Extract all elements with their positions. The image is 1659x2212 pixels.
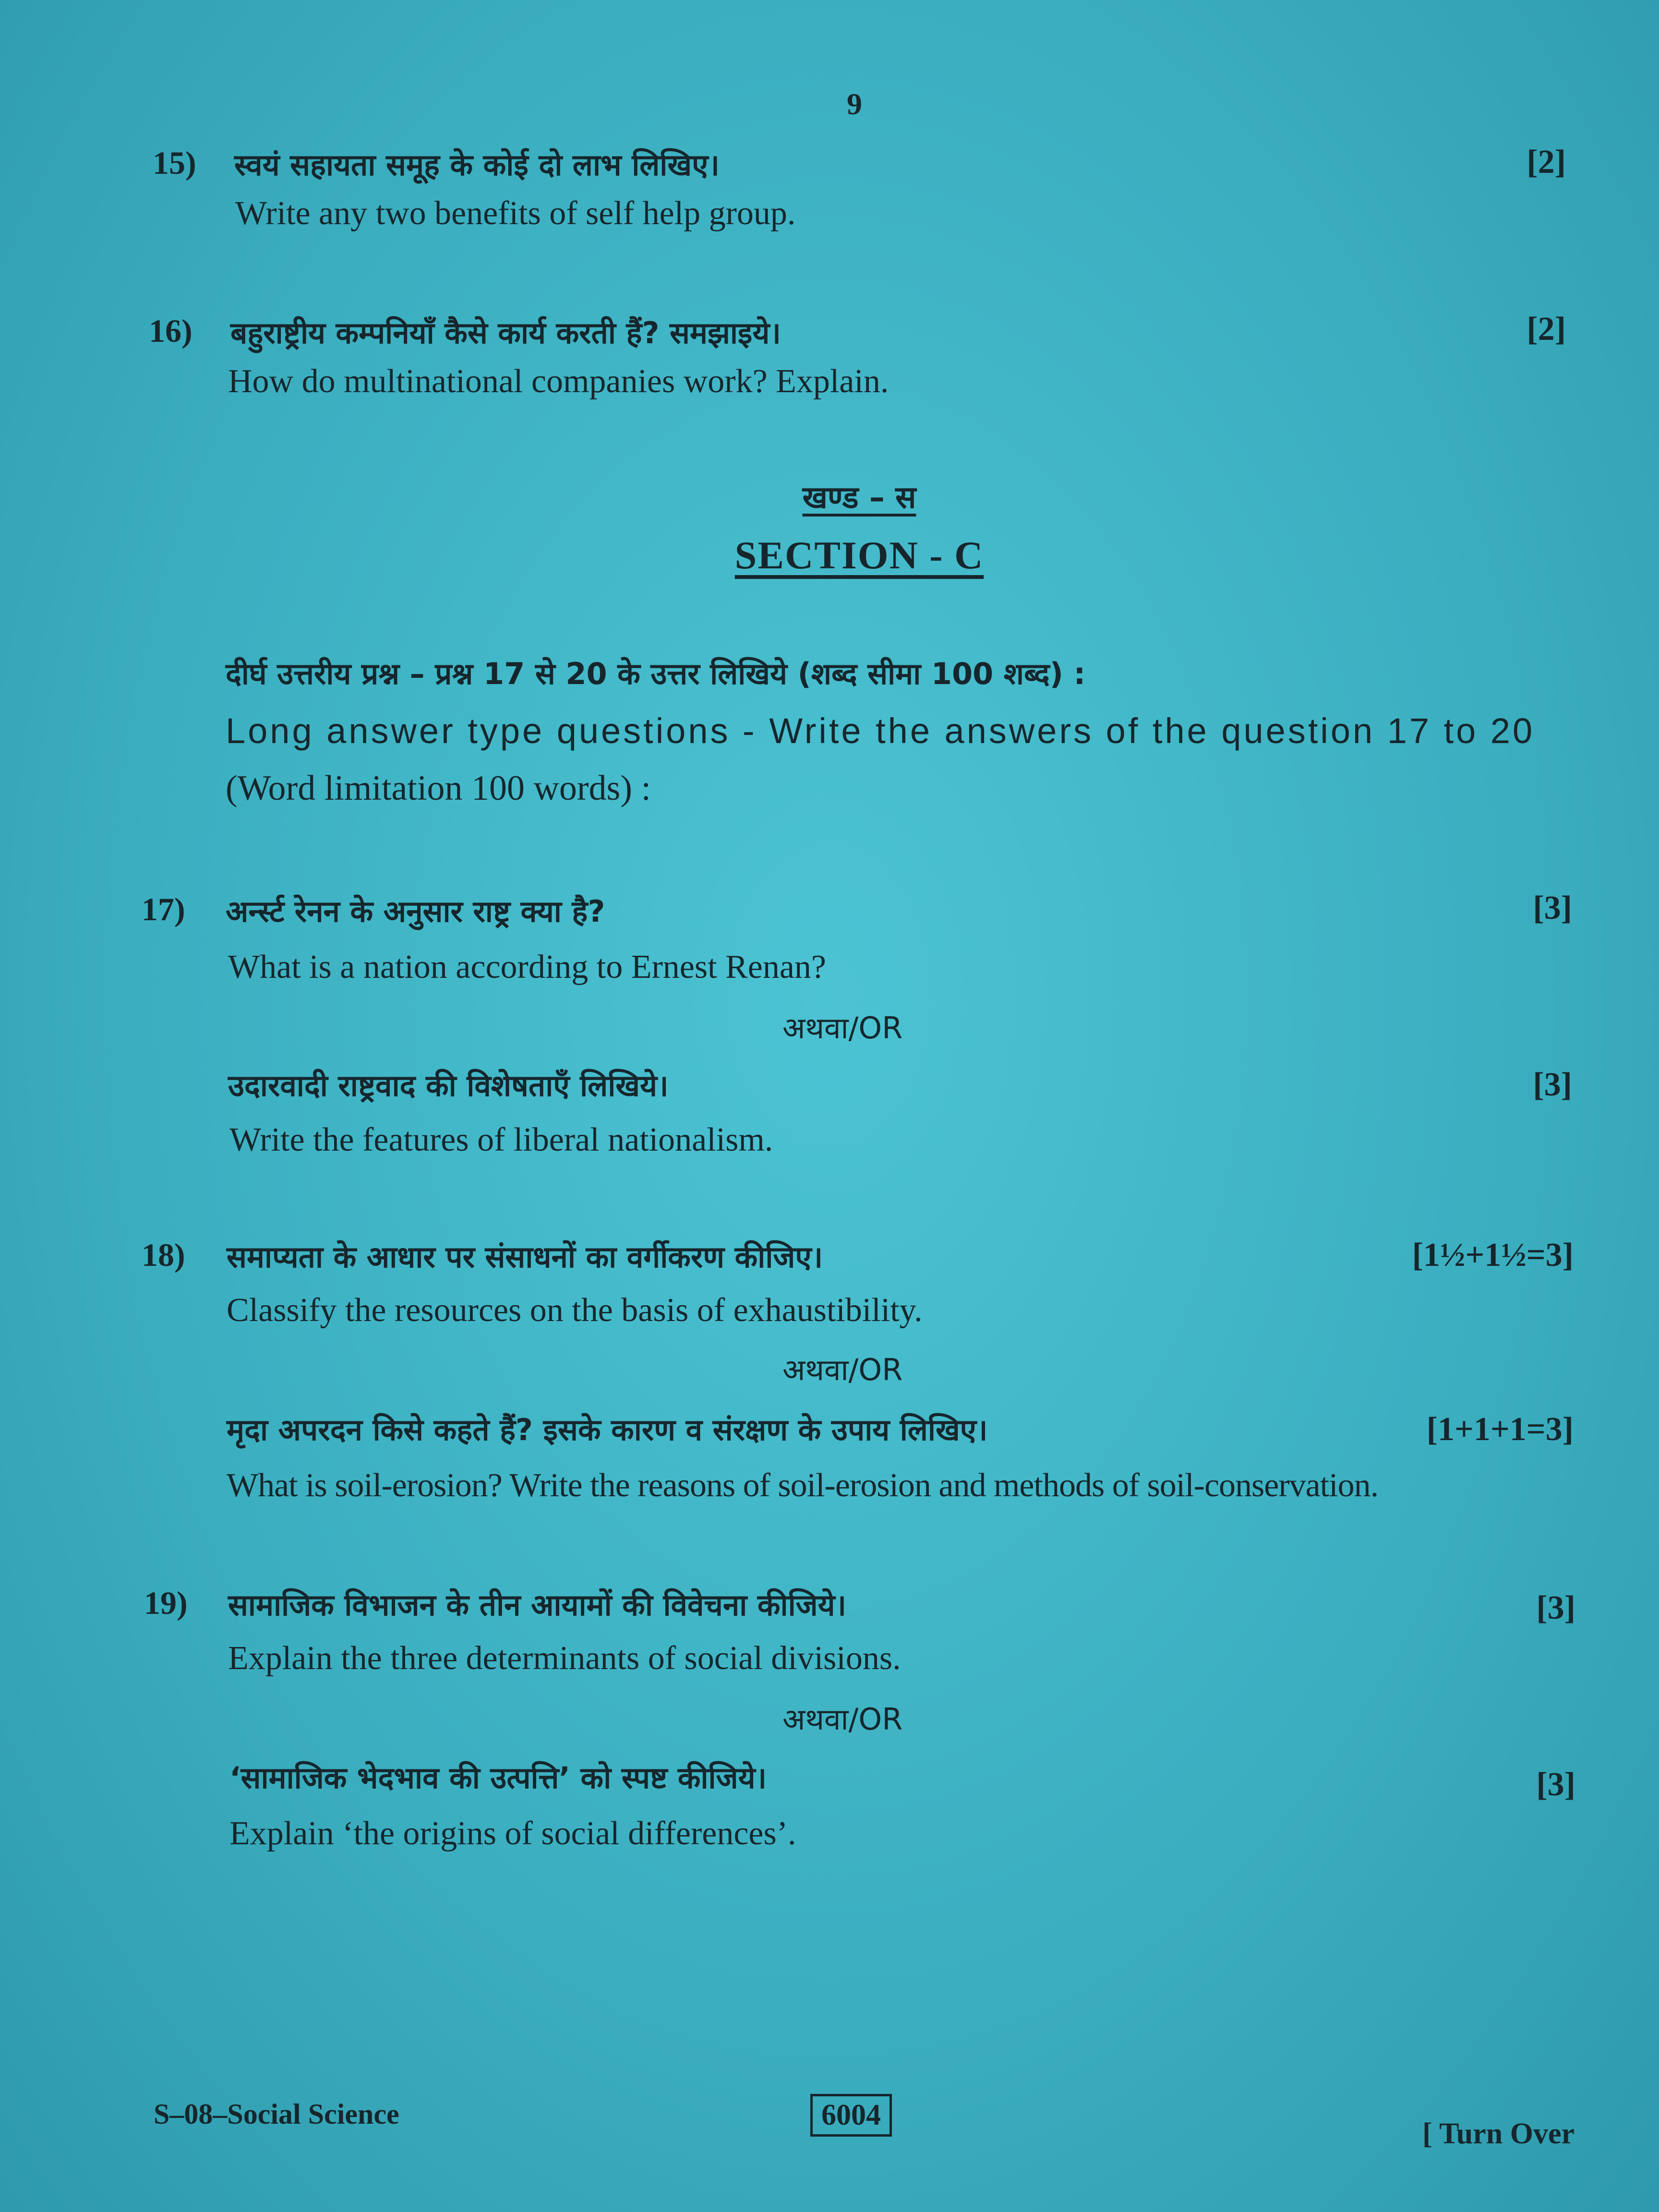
question-english: Classify the resources on the basis of exhaustibility. [227, 1292, 923, 1329]
footer-turn-over: [ Turn Over [1422, 2117, 1575, 2150]
question-number: 18) [142, 1237, 185, 1273]
question-marks: [3] [1533, 890, 1572, 926]
or-divider: अथवा/OR [782, 1352, 903, 1387]
question-english: How do multinational companies work? Explain. [228, 363, 889, 400]
instructions-english: Long answer type questions - Write the answers of the question 17 to 20 [226, 711, 1535, 751]
question-number: 17) [142, 891, 185, 927]
question-hindi: सामाजिक विभाजन के तीन आयामों की विवेचना कीजिये। [228, 1587, 847, 1623]
or-divider: अथवा/OR [782, 1010, 903, 1046]
question-hindi: अर्न्स्ट रेनन के अनुसार राष्ट्र क्या है? [226, 894, 605, 929]
question-hindi: बहुराष्ट्रीय कम्पनियाँ कैसे कार्य करती हैं? समझाइये। [230, 315, 781, 350]
page-number: 9 [847, 87, 862, 121]
alternative-question-marks: [1+1+1=3] [1426, 1411, 1574, 1448]
question-hindi: स्वयं सहायता समूह के कोई दो लाभ लिखिए। [234, 147, 720, 182]
section-heading: SECTION - C [734, 533, 984, 577]
alternative-question-marks: [3] [1536, 1766, 1575, 1803]
question-hindi: समाप्यता के आधार पर संसाधनों का वर्गीकरण कीजिए। [227, 1239, 823, 1274]
instructions-hindi: दीर्घ उत्तरीय प्रश्न – प्रश्न 17 से 20 के उत्तर लिखिये (शब्द सीमा 100 शब्द) : [226, 656, 1086, 691]
alternative-question-hindi: मृदा अपरदन किसे कहते हैं? इसके कारण व संरक्षण के उपाय लिखिए। [227, 1412, 988, 1447]
question-marks: [2] [1527, 144, 1566, 180]
alternative-question-english: Explain ‘the origins of social differences’. [229, 1815, 796, 1852]
alternative-question-marks: [3] [1533, 1066, 1572, 1103]
question-marks: [1½+1½=3] [1412, 1237, 1574, 1274]
question-marks: [2] [1527, 311, 1566, 348]
section-heading-hindi: खण्ड – स [802, 480, 916, 516]
question-english: Write any two benefits of self help group. [235, 195, 796, 232]
question-marks: [3] [1536, 1589, 1575, 1626]
question-number: 16) [149, 313, 192, 349]
alternative-question-hindi: ‘सामाजिक भेदभाव की उत्पत्ति’ को स्पष्ट कीजिये। [229, 1760, 767, 1795]
alternative-question-english: Write the features of liberal nationalism. [229, 1121, 773, 1158]
alternative-question-hindi: उदारवादी राष्ट्रवाद की विशेषताएँ लिखिये। [228, 1068, 669, 1103]
question-number: 19) [144, 1585, 188, 1621]
question-english: What is a nation according to Ernest Renan? [228, 949, 826, 986]
footer-paper-code: 6004 [810, 2094, 892, 2137]
instructions-english-continued: (Word limitation 100 words) : [226, 769, 651, 808]
question-english: Explain the three determinants of social divisions. [228, 1640, 901, 1677]
question-number: 15) [153, 144, 196, 181]
or-divider: अथवा/OR [782, 1702, 903, 1737]
footer-subject-code: S–08–Social Science [154, 2098, 399, 2130]
alternative-question-english: What is soil-erosion? Write the reasons of soil-erosion and methods of soil-conservation. [227, 1467, 1379, 1504]
